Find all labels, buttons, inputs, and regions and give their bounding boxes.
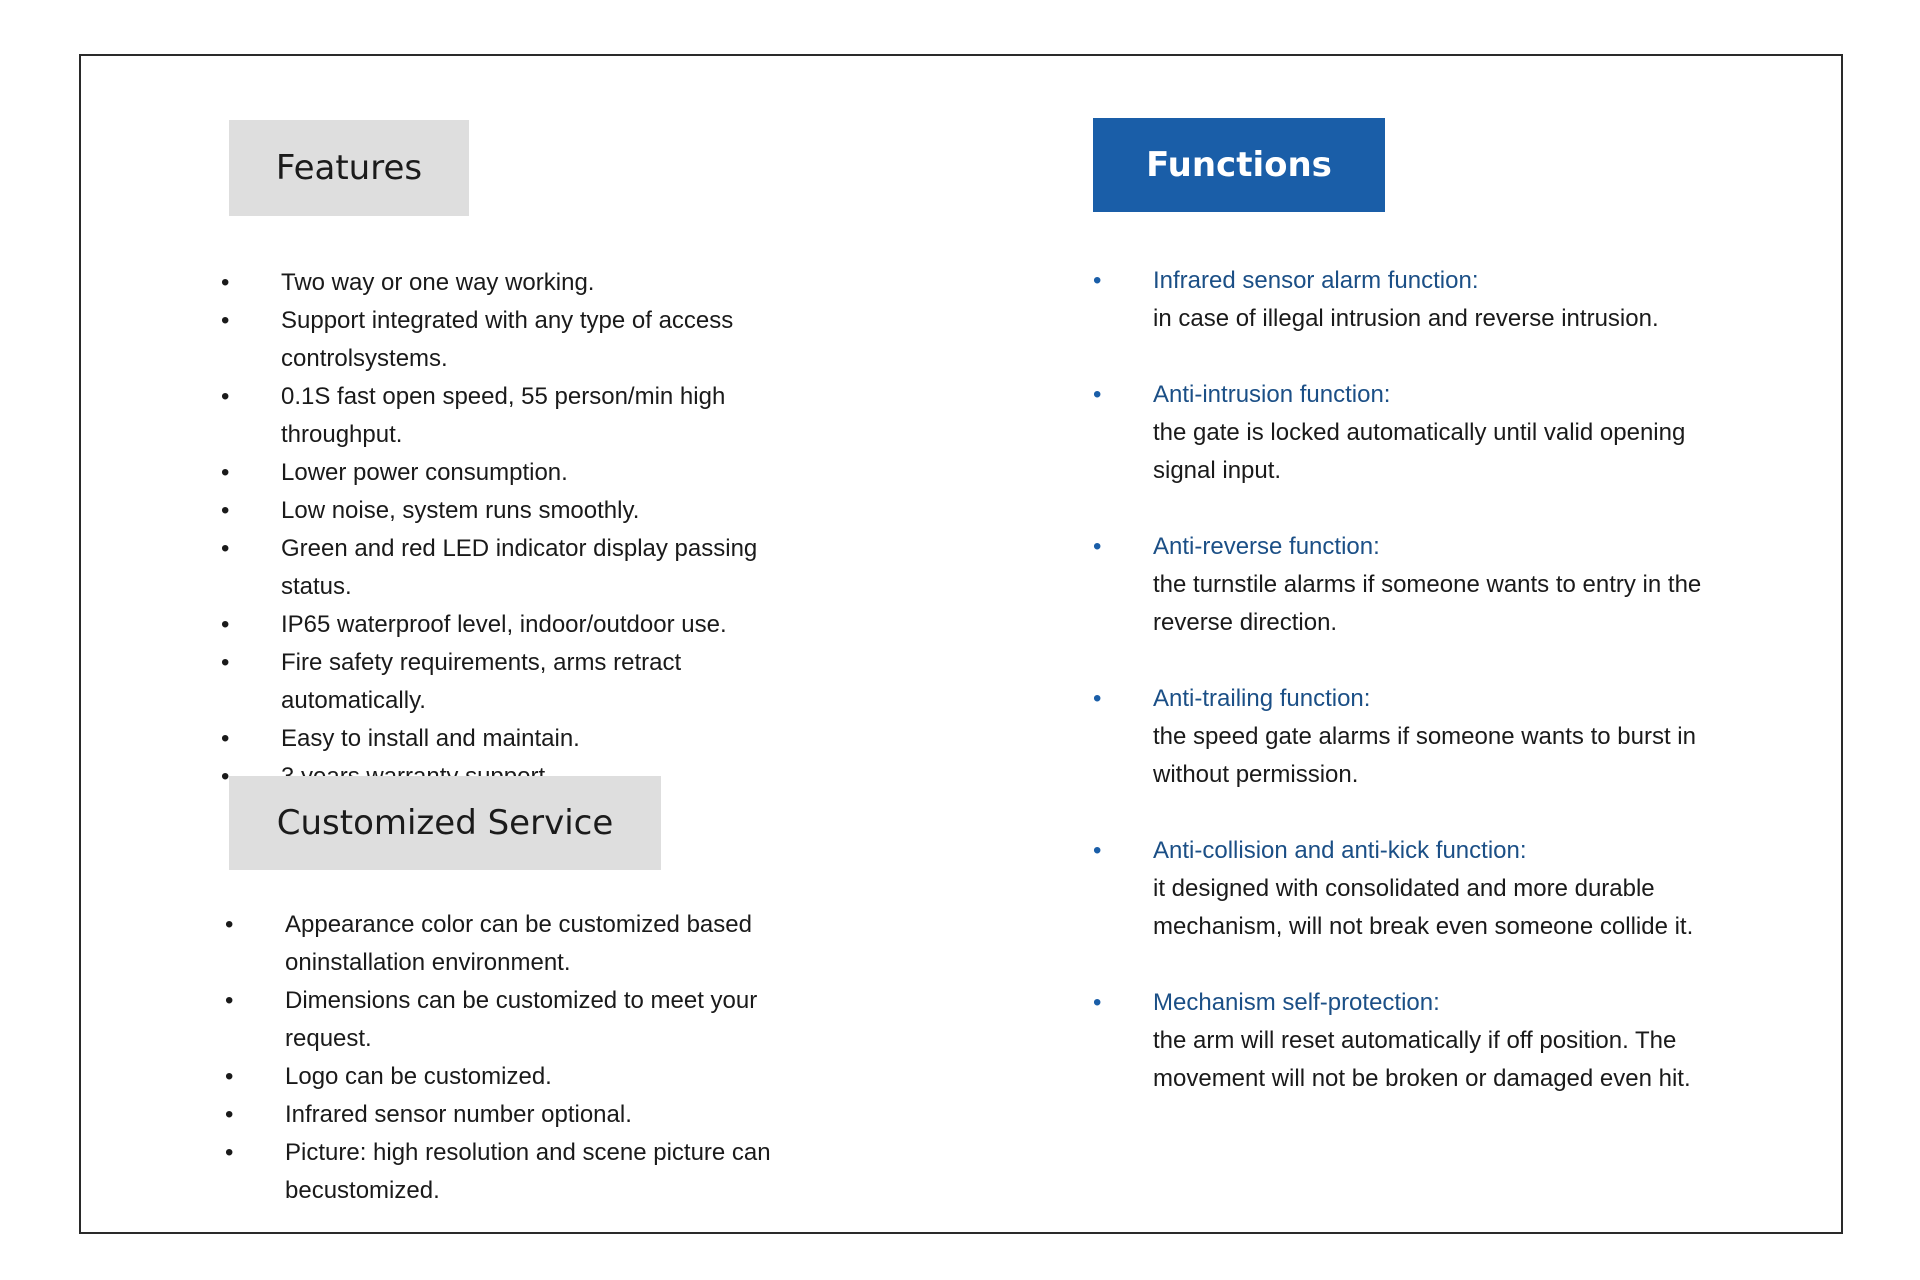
list-item: • Infrared sensor number optional. xyxy=(225,1096,785,1134)
list-item: • Dimensions can be customized to meet your request. xyxy=(225,982,785,1058)
list-item: • Picture: high resolution and scene picture can becustomized. xyxy=(225,1134,785,1210)
function-title: • Anti-intrusion function: xyxy=(1153,381,1391,408)
document-frame xyxy=(79,54,1843,1234)
function-description: the arm will reset automatically if off position. The movement will not be broken or damaged even hit. xyxy=(1153,1027,1691,1092)
function-title: • Infrared sensor alarm function: xyxy=(1153,267,1479,294)
function-item xyxy=(1093,984,1733,1098)
function-item xyxy=(1093,680,1733,794)
function-description: the turnstile alarms if someone wants to entry in the reverse direction. xyxy=(1153,571,1702,636)
list-item: • Easy to install and maintain. xyxy=(221,720,761,758)
function-title: • Mechanism self-protection: xyxy=(1153,989,1440,1016)
list-item: • IP65 waterproof level, indoor/outdoor use. xyxy=(221,606,761,644)
function-description: in case of illegal intrusion and reverse intrusion. xyxy=(1153,305,1659,332)
list-item: • Two way or one way working. xyxy=(221,264,761,302)
function-title: • Anti-trailing function: xyxy=(1153,685,1371,712)
function-item xyxy=(1093,262,1733,338)
list-item: • Lower power consumption. xyxy=(221,454,761,492)
function-description: the gate is locked automatically until valid opening signal input. xyxy=(1153,419,1686,484)
list-item: • Low noise, system runs smoothly. xyxy=(221,492,761,530)
function-item xyxy=(1093,376,1733,490)
list-item: • Green and red LED indicator display passing status. xyxy=(221,530,761,606)
features-heading: Features xyxy=(229,120,469,216)
functions-heading: Functions xyxy=(1093,118,1385,212)
features-list xyxy=(221,264,761,796)
customized-service-heading: Customized Service xyxy=(229,776,661,870)
list-item: • 0.1S fast open speed, 55 person/min high throughput. xyxy=(221,378,761,454)
list-item: • Fire safety requirements, arms retract automatically. xyxy=(221,644,761,720)
list-item: • Appearance color can be customized based oninstallation environment. xyxy=(225,906,785,982)
list-item: • Support integrated with any type of access controlsystems. xyxy=(221,302,761,378)
functions-list xyxy=(1093,262,1733,1136)
function-title: • Anti-reverse function: xyxy=(1153,533,1380,560)
customized-list xyxy=(225,906,785,1210)
list-item: • Logo can be customized. xyxy=(225,1058,785,1096)
function-title: • Anti-collision and anti-kick function: xyxy=(1153,837,1527,864)
function-description: it designed with consolidated and more durable mechanism, will not break even someone collide it. xyxy=(1153,875,1694,940)
function-description: the speed gate alarms if someone wants to burst in without permission. xyxy=(1153,723,1696,788)
function-item xyxy=(1093,832,1733,946)
function-item xyxy=(1093,528,1733,642)
